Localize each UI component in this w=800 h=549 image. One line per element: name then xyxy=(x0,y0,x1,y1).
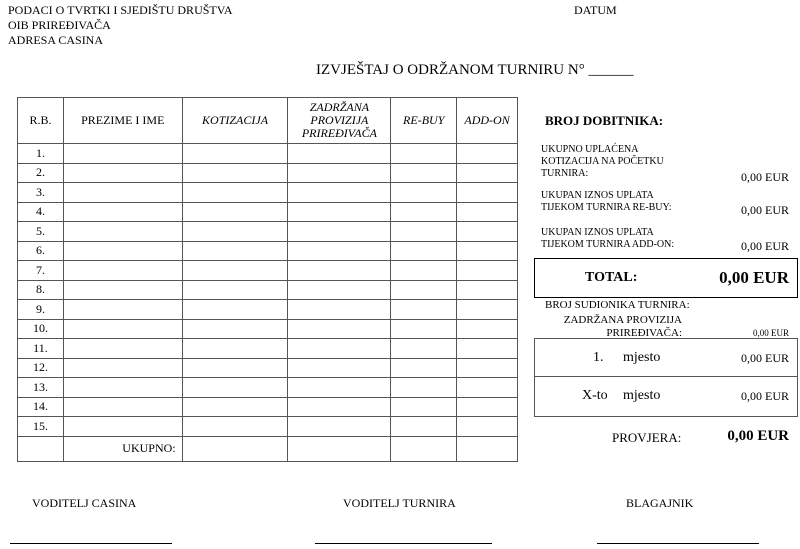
table-cell[interactable] xyxy=(182,222,288,242)
table-row xyxy=(18,241,518,261)
table-cell[interactable] xyxy=(63,358,182,378)
table-row xyxy=(18,358,518,378)
row-number: 5. xyxy=(18,222,64,242)
table-cell[interactable] xyxy=(391,358,457,378)
signature-line xyxy=(10,543,172,544)
row-number: 8. xyxy=(18,280,64,300)
table-cell[interactable] xyxy=(457,358,518,378)
total-label: TOTAL: xyxy=(585,270,638,285)
table-cell[interactable] xyxy=(391,339,457,359)
table-cell[interactable] xyxy=(63,163,182,183)
table-cell[interactable] xyxy=(391,417,457,437)
table-cell[interactable] xyxy=(288,183,391,203)
col-name: PREZIME I IME xyxy=(63,98,182,144)
table-cell[interactable] xyxy=(391,183,457,203)
table-cell[interactable] xyxy=(288,417,391,437)
check-value: 0,00 EUR xyxy=(727,428,789,444)
col-rebuy: RE-BUY xyxy=(391,98,457,144)
table-cell[interactable] xyxy=(288,144,391,164)
table-cell[interactable] xyxy=(457,202,518,222)
company-info xyxy=(8,3,233,48)
row-number: 6. xyxy=(18,241,64,261)
table-cell[interactable] xyxy=(391,261,457,281)
table-cell[interactable] xyxy=(182,378,288,398)
table-cell[interactable] xyxy=(457,378,518,398)
addon-value: 0,00 EUR xyxy=(741,239,789,253)
table-cell[interactable] xyxy=(182,300,288,320)
total-row xyxy=(18,436,518,461)
table-cell[interactable] xyxy=(63,202,182,222)
participants-label: BROJ SUDIONIKA TURNIRA: xyxy=(545,299,690,311)
table-cell[interactable] xyxy=(63,280,182,300)
table-cell[interactable] xyxy=(457,163,518,183)
table-cell[interactable] xyxy=(182,241,288,261)
signature-tournament-manager: VODITELJ TURNIRA xyxy=(343,496,456,510)
table-cell[interactable] xyxy=(63,319,182,339)
table-cell[interactable] xyxy=(391,222,457,242)
table-row xyxy=(18,183,518,203)
table-cell[interactable] xyxy=(182,202,288,222)
rebuy-value: 0,00 EUR xyxy=(741,203,789,217)
commission-value: 0,00 EUR xyxy=(753,328,789,338)
row-number: 14. xyxy=(18,397,64,417)
table-cell[interactable] xyxy=(63,261,182,281)
entry-value: 0,00 EUR xyxy=(741,170,789,184)
table-cell[interactable] xyxy=(457,417,518,437)
table-cell[interactable] xyxy=(288,261,391,281)
table-cell[interactable] xyxy=(457,436,518,461)
table-cell[interactable] xyxy=(182,358,288,378)
table-cell[interactable] xyxy=(63,241,182,261)
table-cell[interactable] xyxy=(63,397,182,417)
total-row-label: UKUPNO: xyxy=(63,436,182,461)
row-number: 1. xyxy=(18,144,64,164)
col-commission: ZADRŽANA PROVIZIJA PRIREĐIVAČA xyxy=(288,98,391,144)
commission-label: ZADRŽANA PROVIZIJA PRIREĐIVAČA: xyxy=(563,314,682,339)
table-row xyxy=(18,280,518,300)
placex-number: X-to xyxy=(582,388,608,403)
row-number: 2. xyxy=(18,163,64,183)
row-number: 13. xyxy=(18,378,64,398)
table-cell[interactable] xyxy=(288,163,391,183)
table-cell[interactable] xyxy=(63,378,182,398)
table-row xyxy=(18,261,518,281)
table-cell[interactable] xyxy=(457,280,518,300)
table-cell[interactable] xyxy=(288,339,391,359)
row-number: 15. xyxy=(18,417,64,437)
table-row xyxy=(18,202,518,222)
table-cell[interactable] xyxy=(288,378,391,398)
table-cell[interactable] xyxy=(63,183,182,203)
table-cell[interactable] xyxy=(288,202,391,222)
table-cell[interactable] xyxy=(391,397,457,417)
addon-label: UKUPAN IZNOS UPLATA TIJEKOM TURNIRA ADD-ON: xyxy=(541,227,675,250)
table-cell[interactable] xyxy=(391,319,457,339)
row-number: 4. xyxy=(18,202,64,222)
table-row xyxy=(18,339,518,359)
col-addon: ADD-ON xyxy=(457,98,518,144)
table-cell[interactable] xyxy=(182,436,288,461)
signature-casino-manager: VODITELJ CASINA xyxy=(32,496,137,510)
table-cell[interactable] xyxy=(182,397,288,417)
table-cell[interactable] xyxy=(457,261,518,281)
table-cell[interactable] xyxy=(288,436,391,461)
table-cell[interactable] xyxy=(457,300,518,320)
row-number: 7. xyxy=(18,261,64,281)
place1-value: 0,00 EUR xyxy=(741,351,789,365)
entry-label: UKUPNO UPLAĆENA KOTIZACIJA NA POČETKU TURNIRA: xyxy=(541,144,664,179)
table-cell[interactable] xyxy=(457,319,518,339)
table-cell[interactable] xyxy=(288,358,391,378)
table-cell[interactable] xyxy=(391,280,457,300)
row-number: 11. xyxy=(18,339,64,359)
table-row xyxy=(18,417,518,437)
signature-line xyxy=(597,543,759,544)
placex-label: mjesto xyxy=(623,388,661,403)
col-rb: R.B. xyxy=(18,98,64,144)
placex-value: 0,00 EUR xyxy=(741,389,789,403)
place1-number: 1. xyxy=(593,350,604,365)
company-name: PODACI O TVRTKI I SJEDIŠTU DRUŠTVA xyxy=(8,3,233,17)
table-row xyxy=(18,319,518,339)
table-cell[interactable] xyxy=(391,144,457,164)
table-cell[interactable] xyxy=(391,378,457,398)
row-number: 3. xyxy=(18,183,64,203)
check-label: PROVJERA: xyxy=(612,430,682,445)
place1-label: mjesto xyxy=(623,350,661,365)
winners-label: BROJ DOBITNIKA: xyxy=(545,113,664,128)
table-cell[interactable] xyxy=(288,397,391,417)
report-title: IZVJEŠTAJ O ODRŽANOM TURNIRU N° ______ xyxy=(316,62,634,78)
col-entry: KOTIZACIJA xyxy=(182,98,288,144)
table-row xyxy=(18,378,518,398)
oib: OIB PRIREĐIVAČA xyxy=(8,18,111,32)
table-cell[interactable] xyxy=(391,202,457,222)
rebuy-label: UKUPAN IZNOS UPLATA TIJEKOM TURNIRA RE-BUY: xyxy=(541,190,672,213)
table-cell[interactable] xyxy=(391,241,457,261)
table-cell[interactable] xyxy=(182,280,288,300)
table-row xyxy=(18,144,518,164)
table-cell[interactable] xyxy=(182,339,288,359)
table-cell[interactable] xyxy=(288,319,391,339)
row-number: 9. xyxy=(18,300,64,320)
table-cell[interactable] xyxy=(391,300,457,320)
address: ADRESA CASINA xyxy=(8,33,104,47)
table-cell[interactable] xyxy=(288,241,391,261)
table-cell[interactable] xyxy=(288,222,391,242)
table-cell[interactable] xyxy=(182,319,288,339)
table-cell[interactable] xyxy=(288,300,391,320)
table-cell[interactable] xyxy=(182,144,288,164)
table-row xyxy=(18,300,518,320)
total-box xyxy=(534,258,798,298)
table-cell[interactable] xyxy=(63,222,182,242)
row-number: 12. xyxy=(18,358,64,378)
table-cell[interactable] xyxy=(457,183,518,203)
signature-line xyxy=(315,543,492,544)
table-cell[interactable] xyxy=(63,300,182,320)
prizes-box xyxy=(534,338,798,417)
date-label: DATUM xyxy=(574,3,617,17)
table-cell[interactable] xyxy=(457,144,518,164)
table-row xyxy=(18,163,518,183)
table-cell[interactable] xyxy=(457,241,518,261)
table-row xyxy=(18,222,518,242)
table-cell[interactable] xyxy=(457,397,518,417)
table-cell[interactable] xyxy=(182,261,288,281)
table-cell[interactable] xyxy=(457,339,518,359)
total-value: 0,00 EUR xyxy=(719,268,789,287)
table-cell[interactable] xyxy=(182,163,288,183)
table-cell[interactable] xyxy=(457,222,518,242)
table-cell[interactable] xyxy=(63,144,182,164)
table-cell[interactable] xyxy=(63,417,182,437)
table-cell[interactable] xyxy=(391,163,457,183)
table-cell[interactable] xyxy=(63,339,182,359)
signature-cashier: BLAGAJNIK xyxy=(626,496,694,510)
table-cell[interactable] xyxy=(391,436,457,461)
table-row xyxy=(18,397,518,417)
table-cell[interactable] xyxy=(182,183,288,203)
table-cell xyxy=(18,436,64,461)
table-cell[interactable] xyxy=(288,280,391,300)
players-table xyxy=(17,97,518,462)
row-number: 10. xyxy=(18,319,64,339)
table-cell[interactable] xyxy=(182,417,288,437)
